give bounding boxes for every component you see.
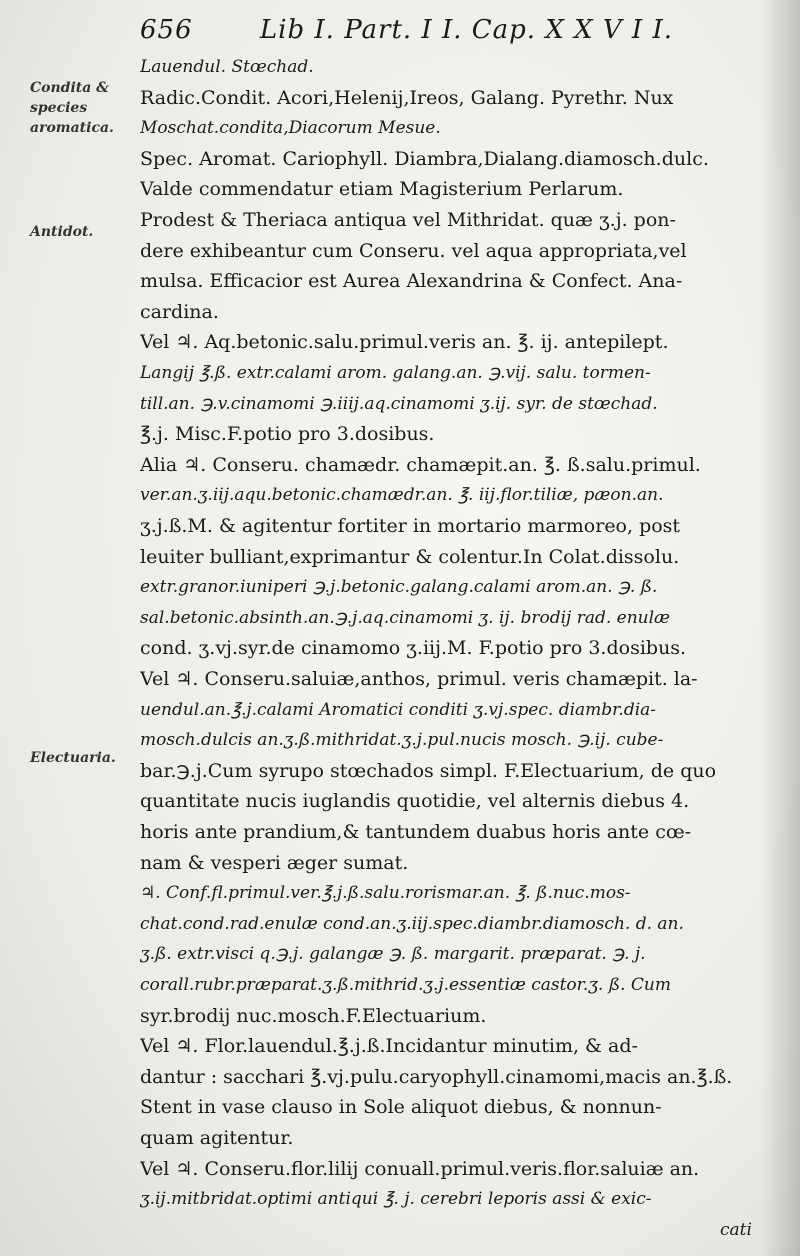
- text-line: Lauendul. Stœchad.: [140, 57, 314, 77]
- running-title: Lib I. Part. I I. Cap. X X V I I.: [259, 15, 673, 45]
- text-line: Vel ♃. Conseru.flor.lilij conuall.primul.veris.flor.saluiæ an.: [140, 1157, 700, 1180]
- text-line: ʒ.ij.mitbridat.optimi antiqui ℥. j. cerebri leporis assi & exic-: [140, 1189, 652, 1210]
- text-line: Alia ♃. Conseru. chamædr. chamæpit.an. ℥. ß.salu.primul.: [140, 453, 701, 476]
- text-line: extr.granor.iuniperi ℈.j.betonic.galang.calami arom.an. ℈. ß.: [140, 577, 658, 598]
- text-line: bar.℈.j.Cum syrupo stœchados simpl. F.Electuarium, de quo: [140, 759, 717, 782]
- text-line: mosch.dulcis an.ʒ.ß.mithridat.ʒ.j.pul.nucis mosch. ℈.ij. cube-: [140, 730, 664, 751]
- text-line: ♃. Conf.fl.primul.ver.℥.j.ß.salu.rorismar.an. ℥. ß.nuc.mos-: [140, 883, 631, 904]
- text-line: cond. ʒ.vj.syr.de cinamomo ʒ.iij.M. F.potio pro 3.dosibus.: [140, 637, 687, 660]
- running-header: [140, 10, 740, 50]
- text-line: leuiter bulliant,exprimantur & colentur.In Colat.dissolu.: [140, 545, 680, 568]
- text-line: mulsa. Efficacior est Aurea Alexandrina & Confect. Ana-: [140, 270, 683, 293]
- text-line: dantur : sacchari ℥.vj.pulu.caryophyll.cinamomi,macis an.℥.ß.: [140, 1065, 733, 1088]
- margin-note-antidot: Antidot.: [30, 224, 94, 240]
- text-line: Moschat.condita,Diacorum Mesue.: [140, 118, 441, 139]
- text-line: Vel ♃. Conseru.saluiæ,anthos, primul. veris chamæpit. la-: [140, 668, 698, 690]
- text-line: cati: [720, 1219, 752, 1240]
- text-line: quam agitentur.: [140, 1127, 294, 1149]
- text-line: sal.betonic.absinth.an.℈.j.aq.cinamomi ʒ. ij. brodij rad. enulæ: [140, 607, 671, 628]
- text-line: Langij ℥.ß. extr.calami arom. galang.an. ℈.vij. salu. tormen-: [140, 363, 651, 383]
- text-line: cardina.: [140, 300, 219, 323]
- text-line: nam & vesperi æger sumat.: [140, 851, 409, 874]
- text-line: horis ante prandium,& tantundem duabus horis ante cœ-: [140, 821, 692, 843]
- page-number: 656: [140, 15, 193, 45]
- text-line: ver.an.ʒ.iij.aqu.betonic.chamædr.an. ℥. iij.flor.tiliæ, pæon.an.: [140, 485, 664, 506]
- text-line: Vel ♃. Flor.lauendul.℥.j.ß.Incidantur minutim, & ad-: [140, 1035, 638, 1058]
- margin-note-condita: Condita & species aromatica.: [30, 80, 114, 136]
- text-line: till.an. ℈.v.cinamomi ℈.iiij.aq.cinamomi ʒ.ij. syr. de stœchad.: [140, 393, 658, 414]
- text-line: uendul.an.℥.j.calami Aromatici conditi ʒ.vj.spec. diambr.dia-: [140, 699, 657, 720]
- text-line: syr.brodij nuc.mosch.F.Electuarium.: [140, 1004, 487, 1027]
- text-line: ℥.j. Misc.F.potio pro 3.dosibus.: [140, 423, 435, 446]
- text-line: ʒ.j.ß.M. & agitentur fortiter in mortario marmoreo, post: [140, 515, 681, 537]
- text-line: Radic.Condit. Acori,Helenij,Ireos, Galang. Pyrethr. Nux: [140, 86, 674, 109]
- text-line: corall.rubr.præparat.ʒ.ß.mithrid.ʒ.j.essentiæ castor.ʒ. ß. Cum: [140, 975, 671, 995]
- text-line: ʒ.ß. extr.visci q.℈.j. galangæ ℈. ß. margarit. præparat. ℈. j.: [140, 944, 646, 965]
- text-line: quantitate nucis iuglandis quotidie, vel alternis diebus 4.: [140, 790, 690, 813]
- text-line: chat.cond.rad.enulæ cond.an.ʒ.iij.spec.diambr.diamosch. d. an.: [140, 913, 684, 934]
- margin-note-electuaria: Electuaria.: [30, 750, 116, 766]
- text-line: Spec. Aromat. Cariophyll. Diambra,Dialang.diamosch.dulc.: [140, 147, 709, 170]
- text-line: Stent in vase clauso in Sole aliquot diebus, & nonnun-: [140, 1096, 662, 1119]
- text-line: Vel ♃. Aq.betonic.salu.primul.veris an. ℥. ij. antepilept.: [140, 331, 669, 354]
- text-line: Prodest & Theriaca antiqua vel Mithridat. quæ ʒ.j. pon-: [140, 209, 676, 231]
- text-line: Valde commendatur etiam Magisterium Perlarum.: [140, 178, 624, 201]
- text-line: dere exhibeantur cum Conseru. vel aqua appropriata,vel: [140, 239, 687, 262]
